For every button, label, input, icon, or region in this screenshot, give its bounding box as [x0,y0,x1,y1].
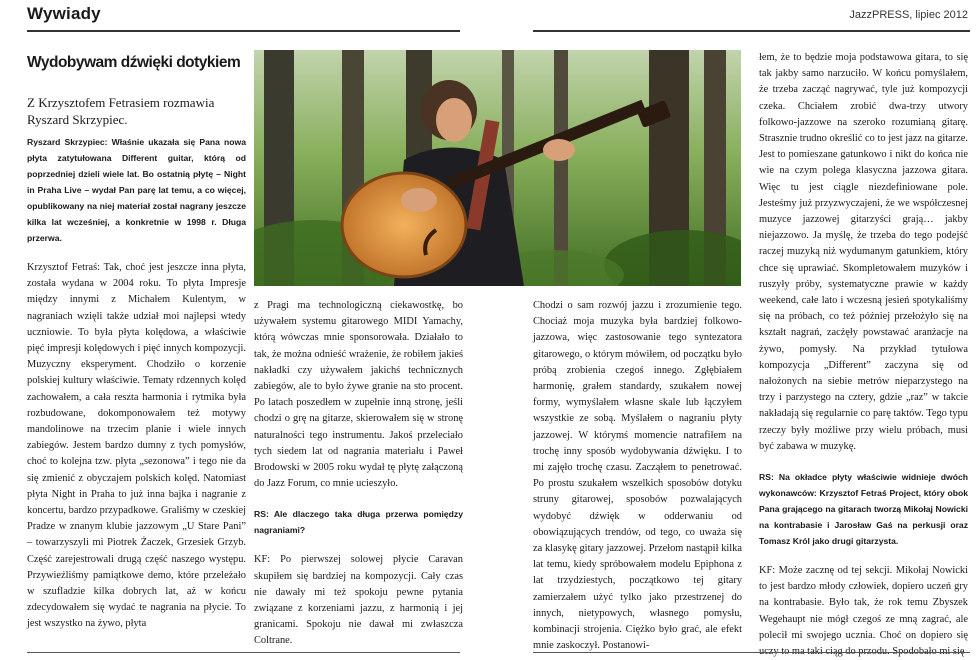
column-2 [254,298,463,650]
column-4 [759,50,968,660]
interview-text: z Pragi ma technologiczną ciekawostkę, bo używałem systemu gitarowego MIDI Yamachy, którą wówczas mnie sponsorowała. Działało to tak, że można odnieść wrażenie, że robiłem jakieś nakładki czy używałem jakichś technicznych zabiegów, ale to było żywe granie na sto procent. Po latach poszedłem w zupełnie inną stronę, jeśli chodzi o grę na gitarze, skierowałem się w stronę naturalności tego instrumentu. Jakoś przeleciało tych siedem lat od nagrania materiału i Paweł Brodowski w 2005 roku wydał tę płytę załączoną do Jazz Forum, co mnie ucieszyło. [254,300,463,490]
interview-question: RS: Na okładce płyty właściwie widnieje dwóch wykonawców: Krzysztof Fetraś Project, który obok Pana grającego na gitarach tworzą Mikołaj Nowicki na kontrabasie i Jarosław Gaś na perkusji oraz Tomasz Król jako drugi gitarzysta. [759,472,968,547]
header-rule-left [27,30,460,32]
article-title: Wydobywam dźwięki dotykiem [27,54,241,71]
header-rule-right [533,30,970,32]
column-3 [533,298,742,654]
interview-question: Ryszard Skrzypiec: Właśnie ukazała się Pana nowa płyta zatytułowana Different guitar, którą od poprzedniej dzieli wiele lat. Bo ostatnią płytę – Night in Praha Live – wydał Pan parę lat temu, a co więcej, opublikowany na niej materiał został nagrany jeszcze kilka lat wcześniej, a konkretnie w 1998 r. Długa przerwa. [27,137,246,243]
article-photo [254,50,741,286]
publication-date: JazzPRESS, lipiec 2012 [849,9,968,21]
interview-answer: KF: Może zacznę od tej sekcji. Mikołaj Nowicki to jest bardzo młody człowiek, dopiero uczeń gry na kontrabasie. Było tak, że rok temu Zbyszek Wegehaupt nie mógł czegoś ze mną zagrać, ale polecił mi swojego ucznia. Choć on dopiero się [759,565,968,641]
column-1 [27,134,246,633]
interview-answer: KF: Po pierwszej solowej płycie Caravan skupiłem się bardziej na kompozycji. Cały czas nie dawały mi też spokoju pewne pytania związane z korzeniami jazzu, z harmonią i jej granicami. Spokoju nie dawał mi zwłaszcza Coltrane. [254,554,463,647]
interview-answer: Krzysztof Fetraś: Tak, choć jest jeszcze inna płyta, została wydana w 2004 roku. To płyta Impresje między innymi z Michałem Kulentym, w nagraniach wzięli także udział moi najlepsi wtedy uczniowie. To była płyta kolędowa, a właściwie pięć impresji kolędowych i pięć innych kompozycji. Muzyczny eksperyment. Chodziło o korzenie polskiej kultury właściwie. Tematy rdzennych kolęd zachowałem, a cała reszta harmonia i rytmika była rozbudowane, dokomponowałem też motywy mandolinowe na trzecim planie i wiele innych zabiegów. Jestem bardzo dumny z tych pomysłów, choć to kolejna tzw. płyta „sezonowa” i tego nie da się zmienić z obyczajem polskich kolęd. Natomiast płyta Night in Praha to już inna bajka i nagranie z koncertu, bardzo przypadkowe. Graliśmy w czeskiej Pradze w znanym klubie jazzowym „U Stare Pani” – towarzyszyli mi Piotrek Żaczek, Grzesiek Grzyb. Część zarejestrowali drugą część naszego występu. Przywieźliśmy pamiątkowe demo, które przeleżało w szufladzie kilka dobrych lat, aż w końcu zdecydowałem się wydać te nagrania na płycie. To jest wszystko na żywo, płyta [27,262,246,630]
footer-rule-right [533,652,970,653]
interview-text: Chodzi o sam rozwój jazzu i zrozumienie tego. Chociaż moja muzyka była bardziej folkowo-jazzowa, więc zastosowanie tego syntezatora gitarowego, o którym mówiłem, od początku było próbą zrobienia czegoś innego. Zgłębiałem harmonię, grałem standardy, szukałem nowej formy, wymyślałem własne skale lub łączyłem wszystkie ze sobą. Myślałem o nagraniu płyty jazzowej. W którymś momencie natrafiłem na trochę inny sposób wydobywania dźwięku. I to mi zajęło trochę czasu. Zacząłem to penetrować. Po prostu szukałem wszelkich sposobów dotyku struny gitarowej, sposobów pozwalających wydobyć dźwięk w odderwaniu od obowiązujących trendów, od tego, co uważa się za klasykę gitary jazzowej. Przełom nastąpił kilka lat temu, kiedy spróbowałem modelu Epiphona z lat trzydziestych, początkowo tej gitary zamierzałem użyć tylko jako przestrzenej do innych, nietypowych, własnego pomysłu, kombinacji strojenia. Ciężko było grać, ale efekt mnie zaskoczył. Postanowi- [533,300,742,652]
article-lede: Z Krzysztofem Fetrasiem rozmawia Ryszard Skrzypiec. [27,95,215,127]
section-title: Wywiady [27,4,101,23]
footer-rule-left [27,652,460,653]
interview-text: łem, że to będzie moja podstawowa gitara, to się tak jakby samo narzuciło. W końcu pomyślałem, że trzeba zacząć nagrywać, tyle już kompozycji czeka. Chciałem zrobić dwa-trzy utwory folkowo-jazzowe na szeroko rozumianą gitarę. Strasznie trudno określić co to jest jazz na gitarze. Jest to pomieszane gatunkowo i nikt do końca nie wie na czym polega klasyczna jazzowa gitara. Więc tu jest ciągle niezdefiniowane pole. Jesteśmy już przyzwyczajeni, że we współczesnej muzyce jazzowej gitarzyści grają… jakby niejazzowo. Ja myślę, że trzeba do tego podejść raczej muzyką niż wydumanym gatunkiem, który chce się uprawiać. Skompletowałem muzyków i ruszyły próby, systematyczne prawie w każdy weekend, całe lato i wczesną jesień spotykaliśmy się na próbach, co też później przełożyło się na kształt nagrań, zacżęły powstawać aranżacje na żywo, pomysły. Na przykład tytułowa kompozycja „Different” zaczyna się od nałożonych na siebie metrów nieparzystego na trzy i parzystego na cztery, gdzie „raz” w takcie nakładają się regularnie co parę taktów. Tego typu rzeczy były możliwe przy wielu próbach, musi być zabawa w muzykę. [759,52,968,452]
interview-question: RS: Ale dlaczego taka długa przerwa pomiędzy nagraniami? [254,509,463,536]
